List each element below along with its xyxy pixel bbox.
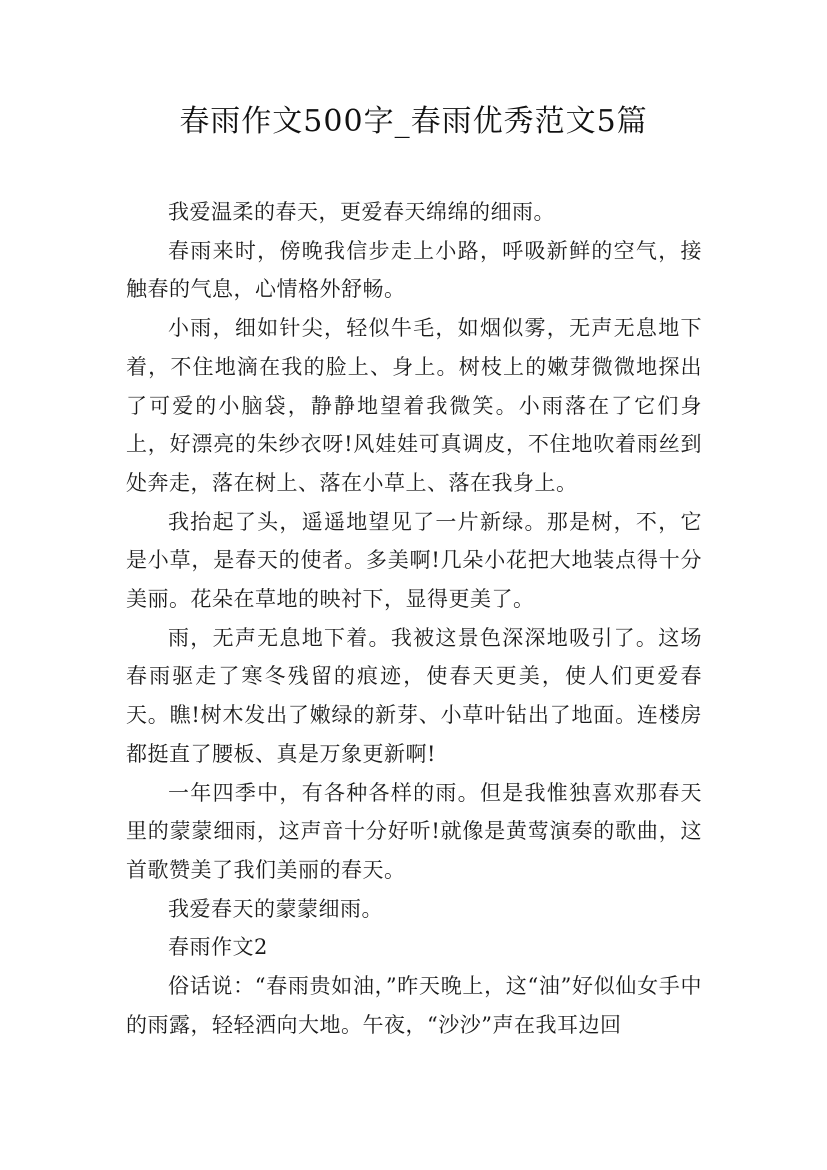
article-body — [126, 193, 702, 1044]
paragraph: 一年四季中，有各种各样的雨。但是我惟独喜欢那春天里的蒙蒙细雨，这声音十分好听!就像是黄莺演奏的歌曲，这首歌赞美了我们美丽的春天。 — [126, 780, 702, 882]
paragraph: 雨，无声无息地下着。我被这景色深深地吸引了。这场春雨驱走了寒冬残留的痕迹，使春天更美，使人们更爱春天。瞧!树木发出了嫩绿的新芽、小草叶钻出了地面。连楼房都挺直了腰板、真是万象更新啊! — [126, 625, 702, 766]
paragraph: 我爱春天的蒙蒙细雨。 — [168, 896, 383, 921]
paragraph: 小雨，细如针尖，轻似牛毛，如烟似雾，无声无息地下着，不住地滴在我的脸上、身上。树枝上的嫩芽微微地探出了可爱的小脑袋，静静地望着我微笑。小雨落在了它们身上，好漂亮的朱纱衣呀!风娃娃可真调皮，不住地吹着雨丝到处奔走，落在树上、落在小草上、落在我身上。 — [126, 316, 702, 495]
page-title: 春雨作文500字_春雨优秀范文5篇 — [179, 104, 648, 139]
paragraph: 俗话说：“春雨贵如油，”昨天晚上，这“油”好似仙女手中的雨露，轻轻洒向大地。午夜，“沙沙”声在我耳边回 — [126, 974, 702, 1037]
paragraph: 我抬起了头，遥遥地望见了一片新绿。那是树，不，它是小草，是春天的使者。多美啊!几朵小花把大地装点得十分美丽。花朵在草地的映衬下，显得更美了。 — [126, 509, 702, 612]
section-heading: 春雨作文2 — [168, 935, 268, 960]
paragraph: 我爱温柔的春天，更爱春天绵绵的细雨。 — [168, 200, 555, 224]
paragraph: 春雨来时，傍晚我信步走上小路，呼吸新鲜的空气，接触春的气息，心情格外舒畅。 — [126, 238, 702, 302]
